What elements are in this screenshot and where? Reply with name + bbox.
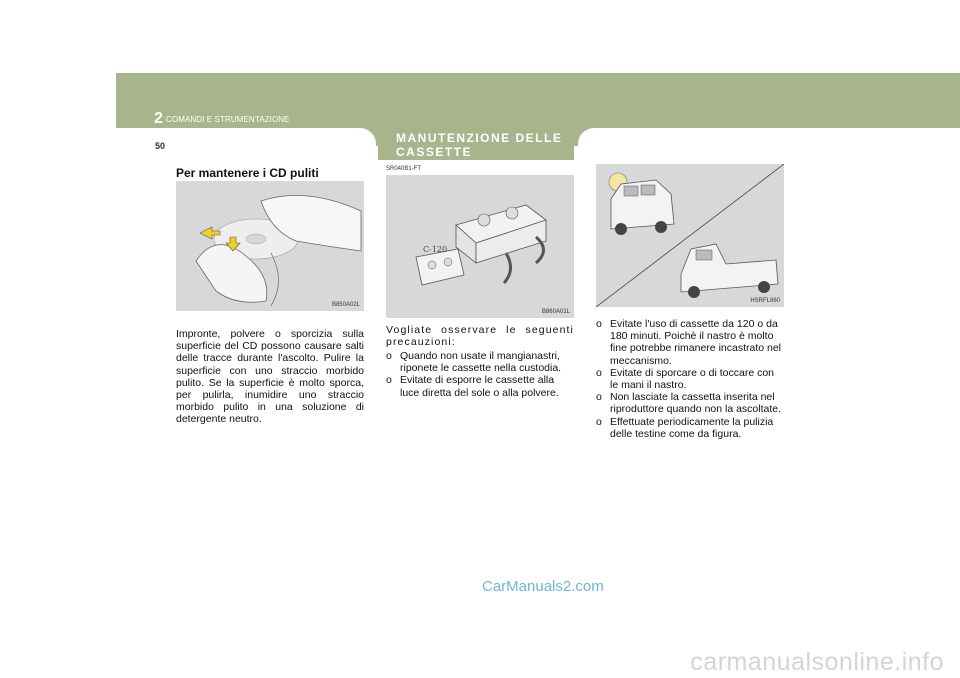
cassette-figure: [386, 175, 574, 318]
list-item: o Evitate di esporre le cassette alla luce diretta del sole o alla polvere.: [386, 374, 559, 399]
list-item: o Evitate l'uso di cassette da 120 o da 180 minuti. Poichè il nastro è molto fine potrebbe rimanere incastrato nel meccanismo.: [596, 318, 782, 367]
cd-clean-paragraph: Impronte, polvere o sporcizia sulla superficie del CD possono causare salti delle tracce durante l'ascolto. Pulire la superficie con uno straccio morbido pulito. Se la superficie è molto sporca, per pulirla, inumidire uno straccio morbido pulito in una soluzione di detergente neutro.: [176, 328, 364, 426]
header-tab-right: [578, 128, 960, 146]
bullet-marker: o: [596, 391, 602, 404]
cassette-tips-list: [596, 318, 784, 440]
list-item: o Effettuate periodicamente la pulizia delle testine come da figura.: [596, 415, 774, 440]
cassette-illustration: [386, 175, 574, 318]
list-item: o Non lasciate la cassetta inserita nel riproduttore quando non la ascoltate.: [596, 391, 782, 416]
figure-code: B860A01L: [541, 309, 570, 315]
chapter-title: COMANDI E STRUMENTAZIONE: [166, 115, 290, 124]
cd-cleaning-figure: [176, 181, 364, 311]
vehicles-illustration: [596, 164, 784, 307]
list-item: o Evitate di sporcare o di toccare con le mani il nastro.: [596, 366, 775, 392]
watermark-link[interactable]: CarManuals2.com: [482, 578, 604, 595]
bullet-marker: o: [596, 318, 602, 330]
chapter-number: 2: [154, 110, 163, 127]
cassette-precautions-list: [386, 350, 574, 399]
page-number: 50: [155, 141, 166, 151]
section-title: [378, 130, 574, 160]
figure-code: B850A02L: [331, 302, 360, 308]
figure-code: HSRFL860: [750, 298, 780, 304]
cassette-label: C-120: [423, 245, 448, 254]
cd-clean-heading: Per mantenere i CD puliti: [176, 166, 319, 180]
intro-paragraph: Vogliate osservare le seguenti precauzioni:: [386, 324, 574, 349]
section-code: SR040B1-FT: [386, 166, 422, 172]
watermark-text: carmanualsonline.info: [690, 648, 944, 676]
bullet-marker: o: [386, 374, 392, 387]
section-title-line2: CASSETTE: [396, 145, 473, 159]
bullet-marker: o: [386, 350, 392, 362]
bullet-marker: o: [596, 366, 602, 379]
vehicles-figure: [596, 164, 784, 307]
hands-cd-illustration: [176, 181, 364, 311]
list-item: o Quando non usate il mangianastri, riponete le cassette nella custodia.: [386, 350, 562, 375]
section-title-line1: MANUTENZIONE DELLE: [396, 131, 563, 145]
bullet-marker: o: [596, 415, 602, 428]
